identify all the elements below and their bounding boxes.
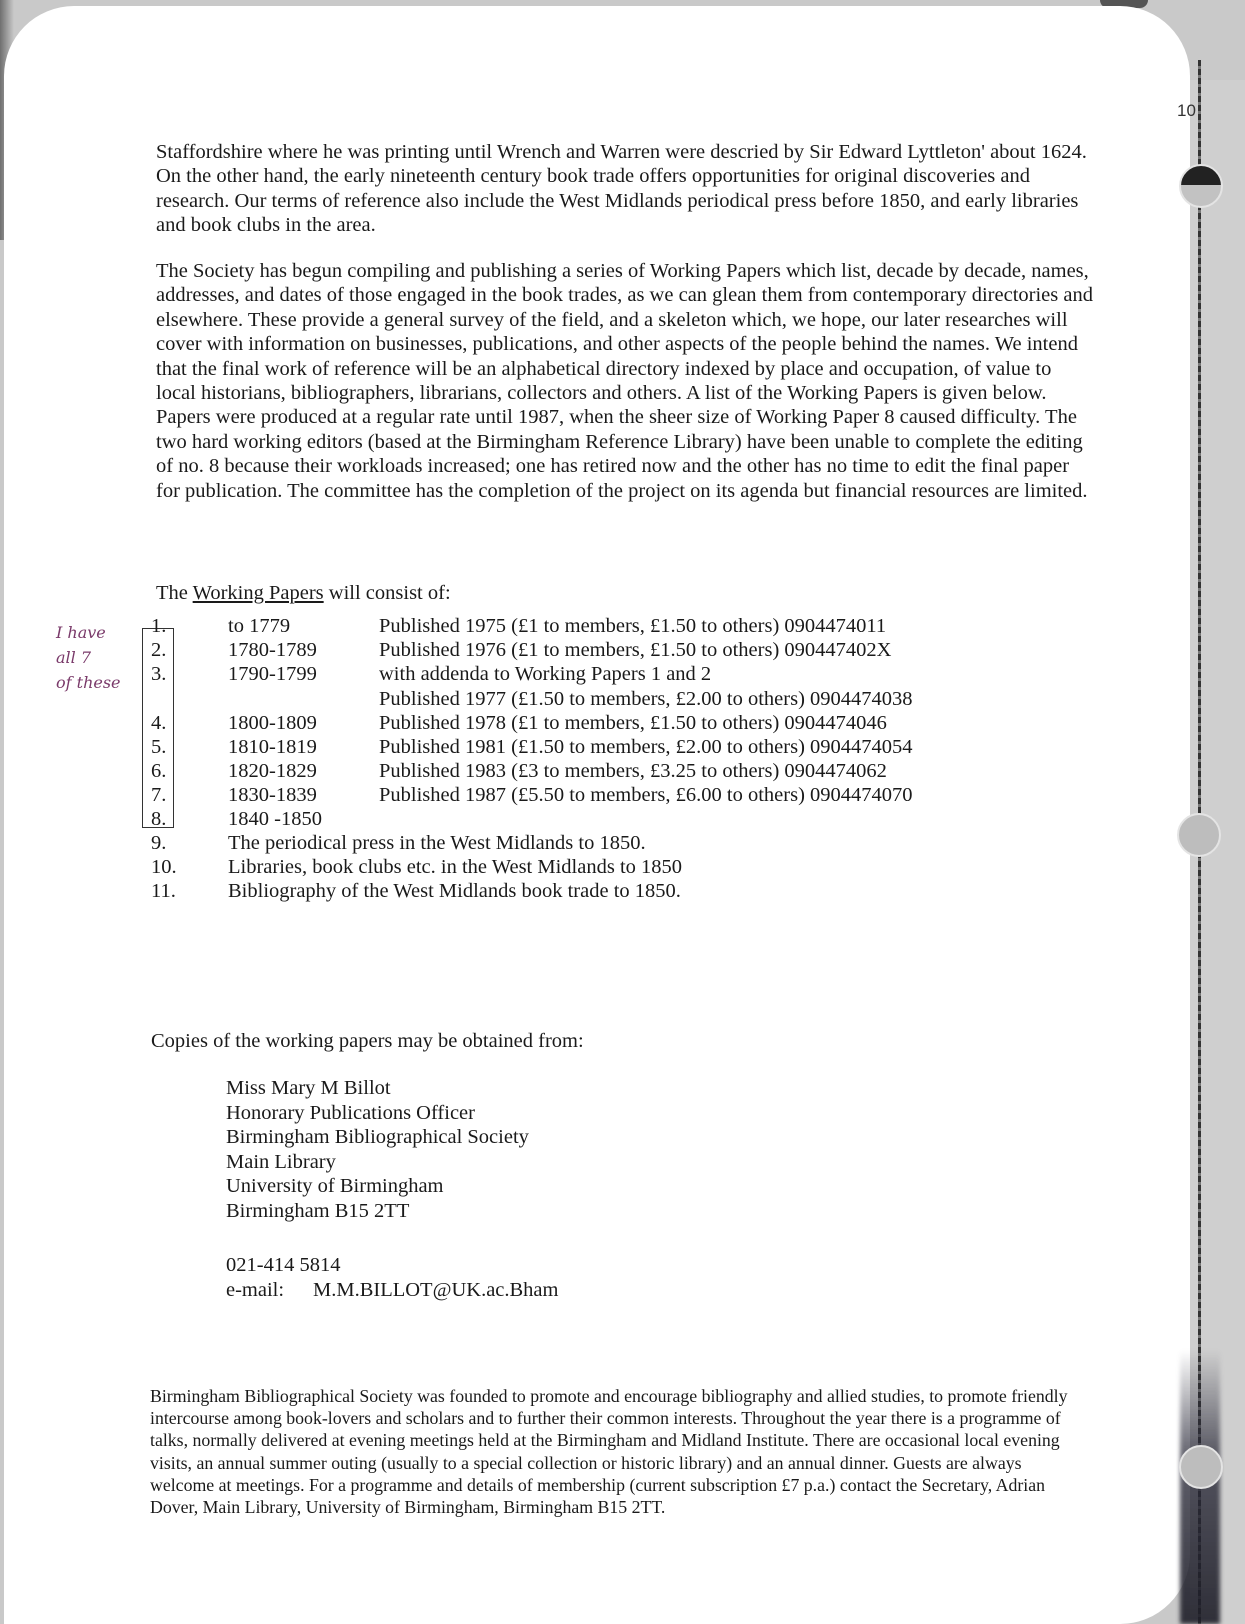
address-line: University of Birmingham (226, 1175, 444, 1198)
paragraph-intro-continuation: Staffordshire where he was printing until Wrench and Warren were descried by Sir Edward Lyttleton' about 1624. On the other hand, the early nineteenth century book trade offers opportunities for original discoveries and research. Our terms of reference also include the West Midlands periodical press before 1850, and early libraries and book clubs in the area. (156, 141, 1087, 237)
item-period: to 1779 (228, 615, 291, 637)
phone-number: 021-414 5814 (226, 1254, 341, 1276)
item-number: 1. (151, 615, 167, 637)
paragraph-working-papers-description: The Society has begun compiling and publishing a series of Working Papers which list, decade by decade, names, addresses, and dates of those engaged in the book trades, as we can glean them from contemporary directories and elsewhere. These provide a general survey of the field, and a skeleton which, we hope, our later researches will cover with information on businesses, publications, and other aspects of the people behind the names. We intend that the final work of reference will be an alphabetical directory indexed by place and occupation, of value to local historians, bibliographers, librarians, collectors and others. A list of the Working Papers is given below. Papers were produced at a regular rate until 1987, when the sheer size of Working Paper 8 caused difficulty. The two hard working editors (based at the Birmingham Reference Library) have been unable to complete the editing of no. 8 because their workloads increased; one has retired now and the other has no time to edit the final paper for publication. The committee has the completion of the project on its agenda but financial resources are limited. (156, 260, 1093, 502)
item-title: Bibliography of the West Midlands book trade to 1850. (228, 880, 681, 902)
handwritten-annotation (56, 620, 136, 695)
item-number: 5. (151, 736, 167, 758)
handwritten-line: I have (56, 623, 106, 642)
intro-underlined-title: Working Papers (192, 582, 324, 604)
item-number: 6. (151, 760, 167, 782)
working-papers-intro (156, 582, 451, 605)
item-description: Published 1981 (£1.50 to members, £2.00 to others) 0904474054 (379, 736, 913, 758)
item-description: Published 1978 (£1 to members, £1.50 to others) 0904474046 (379, 712, 887, 734)
email-address: M.M.BILLOT@UK.ac.Bham (313, 1279, 559, 1301)
handwritten-line: all 7 (56, 648, 92, 667)
item-period: 1810-1819 (228, 736, 317, 758)
item-description: with addenda to Working Papers 1 and 2 (379, 663, 712, 685)
address-line: Honorary Publications Officer (226, 1101, 475, 1124)
email-label: e-mail: (226, 1279, 285, 1301)
item-period: 1780-1789 (228, 639, 317, 661)
item-number: 3. (151, 663, 167, 685)
item-number: 7. (151, 784, 167, 806)
item-description: Published 1977 (£1.50 to members, £2.00 to others) 0904474038 (379, 688, 913, 710)
item-title: Libraries, book clubs etc. in the West Midlands to 1850 (228, 856, 683, 878)
handwritten-line: of these (56, 673, 121, 692)
item-period: 1800-1809 (228, 712, 317, 734)
address-line: Birmingham B15 2TT (226, 1199, 410, 1222)
item-number: 11. (151, 880, 176, 902)
address-line: Birmingham Bibliographical Society (226, 1126, 529, 1149)
postal-address (226, 1076, 529, 1224)
copies-heading: Copies of the working papers may be obtained from: (151, 1030, 584, 1052)
item-number: 10. (151, 856, 177, 878)
item-number: 4. (151, 712, 167, 734)
item-period: 1790-1799 (228, 663, 317, 685)
item-description: Published 1976 (£1 to members, £1.50 to others) 090447402X (379, 639, 892, 661)
item-number: 2. (151, 639, 167, 661)
item-number: 8. (151, 808, 167, 830)
contact-details (226, 1253, 558, 1303)
email-line (226, 1278, 558, 1303)
item-period: 1830-1839 (228, 784, 317, 806)
item-description: Published 1975 (£1 to members, £1.50 to others) 0904474011 (379, 615, 887, 637)
address-line: Main Library (226, 1150, 336, 1173)
punch-hole-icon (1179, 164, 1223, 208)
document-page (4, 6, 1190, 1624)
page-number: 10 (1177, 101, 1196, 120)
punch-hole-icon (1177, 813, 1221, 857)
society-description-footer: Birmingham Bibliographical Society was founded to promote and encourage bibliography and allied studies, to promote friendly intercourse among book-lovers and scholars and to further their common interests. Throughout the year there is a programme of talks, normally delivered at evening meetings held at the Birmingham and Midland Institute. There are occasional local evening visits, an annual summer outing (usually to a special collection or historic library) and an annual dinner. Guests are always welcome at meetings. For a programme and details of membership (current subscription £7 p.a.) contact the Secretary, Adrian Dover, Main Library, University of Birmingham, Birmingham B15 2TT. (150, 1386, 1068, 1518)
item-number: 9. (151, 832, 167, 854)
item-period: 1820-1829 (228, 760, 317, 782)
item-title: The periodical press in the West Midlands to 1850. (228, 832, 646, 854)
intro-prefix: The (156, 582, 193, 604)
address-line: Miss Mary M Billot (226, 1077, 391, 1099)
punch-hole-icon (1179, 1445, 1223, 1489)
item-period: 1840 -1850 (228, 808, 322, 830)
item-description: Published 1987 (£5.50 to members, £6.00 to others) 0904474070 (379, 784, 913, 806)
intro-suffix: will consist of: (323, 582, 451, 604)
item-description: Published 1983 (£3 to members, £3.25 to others) 0904474062 (379, 760, 887, 782)
